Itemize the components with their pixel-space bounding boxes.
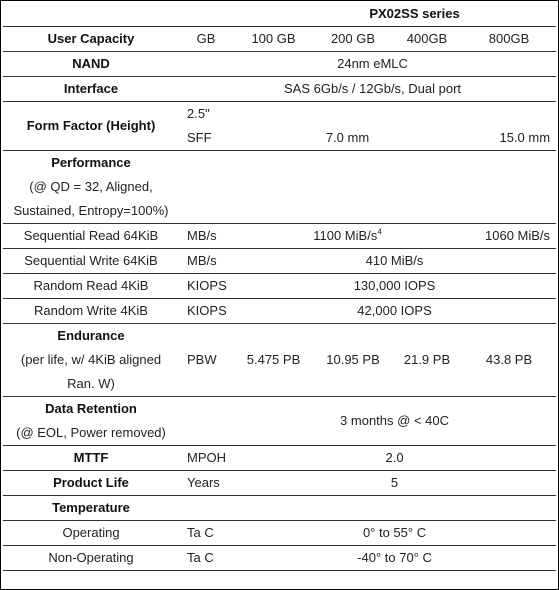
capacity-800: 800GB <box>462 27 556 52</box>
seq-read-label: Sequential Read 64KiB <box>3 224 179 249</box>
endurance-sub2: Ran. W) <box>67 376 115 391</box>
seq-write-label: Sequential Write 64KiB <box>3 249 179 274</box>
user-capacity-row <box>3 27 556 52</box>
nand-label: NAND <box>3 52 179 77</box>
rand-read-unit: KIOPS <box>179 274 233 299</box>
data-retention-value: 3 months @ < 40C <box>233 397 556 446</box>
capacity-100: 100 GB <box>233 27 314 52</box>
form-factor-unit-line1: 2.5" <box>187 106 210 121</box>
non-operating-value: -40° to 70° C <box>233 546 556 571</box>
operating-unit: Ta C <box>179 521 233 546</box>
nand-value: 24nm eMLC <box>179 52 556 77</box>
endurance-400: 21.9 PB <box>392 324 462 397</box>
seq-read-row <box>3 224 556 249</box>
seq-read-value-b: 1060 MiB/s <box>462 224 556 249</box>
seq-read-footnote: 4 <box>377 227 382 237</box>
endurance-unit: PBW <box>179 324 233 397</box>
performance-label: Performance <box>51 155 131 170</box>
data-retention-label: Data Retention <box>45 401 137 416</box>
interface-row <box>3 77 556 102</box>
spec-table <box>3 2 556 583</box>
mttf-row <box>3 446 556 471</box>
user-capacity-label: User Capacity <box>3 27 179 52</box>
performance-row <box>3 151 556 224</box>
series-header-row <box>3 2 556 27</box>
nand-row <box>3 52 556 77</box>
endurance-row <box>3 324 556 397</box>
user-capacity-unit: GB <box>179 27 233 52</box>
interface-label: Interface <box>3 77 179 102</box>
rand-read-value: 130,000 IOPS <box>233 274 556 299</box>
rand-write-value: 42,000 IOPS <box>233 299 556 324</box>
product-life-label: Product Life <box>3 471 179 496</box>
endurance-800: 43.8 PB <box>462 324 556 397</box>
seq-read-unit: MB/s <box>179 224 233 249</box>
seq-write-value: 410 MiB/s <box>233 249 556 274</box>
form-factor-value-a: 7.0 mm <box>233 102 462 151</box>
data-retention-sub1: (@ EOL, Power removed) <box>16 425 166 440</box>
performance-label-cell <box>3 151 179 224</box>
endurance-100: 5.475 PB <box>233 324 314 397</box>
product-life-unit: Years <box>179 471 233 496</box>
data-retention-row <box>3 397 556 446</box>
operating-value: 0° to 55° C <box>233 521 556 546</box>
rand-read-label: Random Read 4KiB <box>3 274 179 299</box>
form-factor-value-b: 15.0 mm <box>462 102 556 151</box>
endurance-label: Endurance <box>57 328 125 343</box>
series-title: PX02SS series <box>369 6 460 21</box>
endurance-sub1: (per life, w/ 4KiB aligned <box>20 352 162 367</box>
capacity-400: 400GB <box>392 27 462 52</box>
form-factor-unit <box>179 102 233 151</box>
seq-read-value-a: 1100 MiB/$s^4$ <box>233 224 462 249</box>
product-life-row <box>3 471 556 496</box>
operating-row <box>3 521 556 546</box>
seq-write-unit: MB/s <box>179 249 233 274</box>
performance-sub2: Sustained, Entropy=100%) <box>13 203 169 218</box>
mttf-unit: MPOH <box>179 446 233 471</box>
operating-label: Operating <box>3 521 179 546</box>
table-bottom-rule <box>3 571 556 584</box>
mttf-value: 2.0 <box>233 446 556 471</box>
form-factor-row <box>3 102 556 151</box>
product-life-value: 5 <box>233 471 556 496</box>
non-operating-unit: Ta C <box>179 546 233 571</box>
rand-write-unit: KIOPS <box>179 299 233 324</box>
non-operating-row <box>3 546 556 571</box>
rand-write-label: Random Write 4KiB <box>3 299 179 324</box>
rand-write-row <box>3 299 556 324</box>
rand-read-row <box>3 274 556 299</box>
endurance-label-cell <box>3 324 179 397</box>
endurance-200: 10.95 PB <box>314 324 392 397</box>
temperature-row <box>3 496 556 521</box>
seq-write-row <box>3 249 556 274</box>
capacity-200: 200 GB <box>314 27 392 52</box>
data-retention-label-cell <box>3 397 179 446</box>
mttf-label: MTTF <box>3 446 179 471</box>
temperature-label: Temperature <box>3 496 179 521</box>
form-factor-label: Form Factor (Height) <box>3 102 179 151</box>
performance-sub1: (@ QD = 32, Aligned, <box>29 179 153 194</box>
form-factor-unit-line2: SFF <box>187 130 212 145</box>
interface-value: SAS 6Gb/s / 12Gb/s, Dual port <box>179 77 556 102</box>
non-operating-label: Non-Operating <box>3 546 179 571</box>
